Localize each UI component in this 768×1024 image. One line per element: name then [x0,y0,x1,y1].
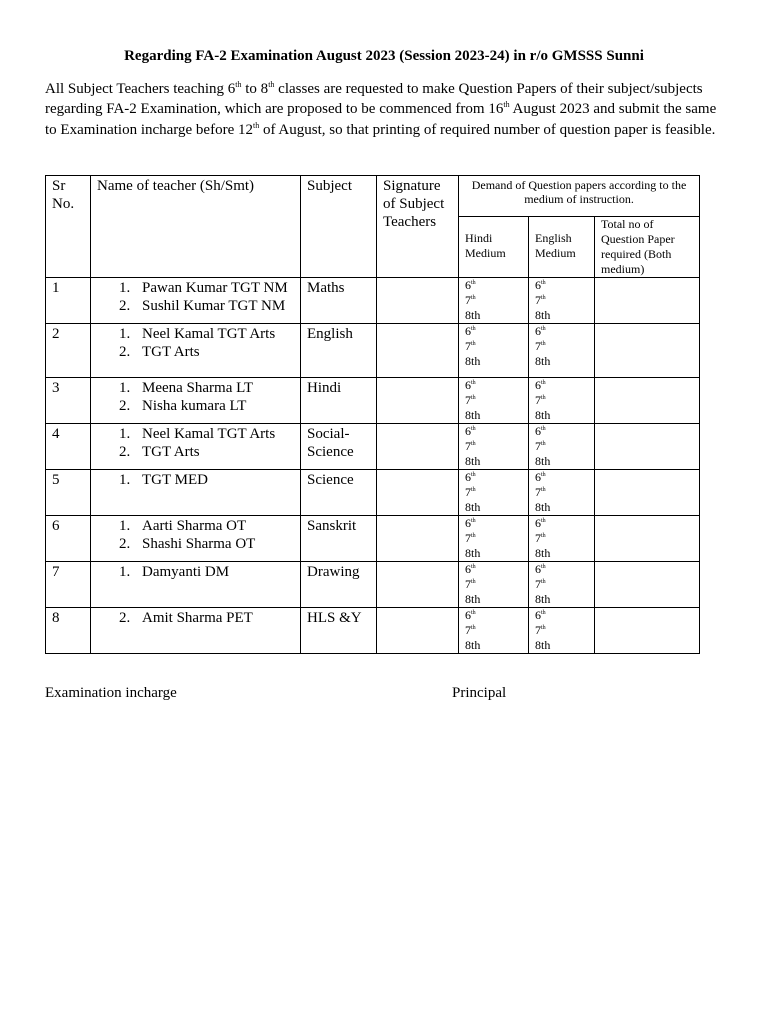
class-6-number: 6 [465,608,471,622]
class-7-label [465,531,522,546]
class-6-label [465,470,522,485]
class-8-label: 8th [535,638,551,652]
teacher-list-item [91,397,300,415]
subject-cell: Social-Science [301,424,377,470]
teacher-name: TGT Arts [142,344,200,360]
hindi-medium-cell [459,516,529,562]
table-row [46,516,700,562]
class-7-label [465,339,522,354]
class-6-suffix: th [471,426,476,432]
hindi-medium-cell [459,470,529,516]
class-8-label: 8th [465,546,481,560]
subject-cell: English [301,324,377,378]
class-7-label [535,339,588,354]
teacher-list-item [91,379,300,397]
class-6-suffix: th [471,472,476,478]
table-row [46,470,700,516]
class-7-label [465,393,522,408]
teacher-list-item [91,343,300,361]
para-sup-3: th [503,100,510,110]
teacher-list [91,279,300,315]
class-6-suffix: th [471,518,476,524]
class-6-number: 6 [535,516,541,530]
class-7-suffix: th [471,487,476,493]
class-7-number: 7 [535,531,541,545]
class-6-number: 6 [535,424,541,438]
table-row [46,608,700,654]
class-7-number: 7 [535,485,541,499]
class-6-suffix: th [541,326,546,332]
teacher-list-item [91,471,300,489]
class-7-label [535,577,588,592]
class-7-suffix: th [471,533,476,539]
class-6-number: 6 [465,470,471,484]
teacher-name: Nisha kumara LT [142,398,247,414]
teacher-list [91,471,300,489]
class-6-number: 6 [465,378,471,392]
signature-cell [377,470,459,516]
class-7-label [535,439,588,454]
class-7-label [465,577,522,592]
total-cell [595,562,700,608]
teacher-number: 2. [119,444,131,460]
subject-cell: Hindi [301,378,377,424]
teacher-names-cell [91,424,301,470]
sr-no-cell: 7 [46,562,91,608]
class-7-number: 7 [465,339,471,353]
signature-cell [377,516,459,562]
teacher-number: 1. [119,564,131,580]
header-hindi-medium: Hindi Medium [459,217,529,278]
class-6-suffix: th [541,426,546,432]
class-7-number: 7 [535,293,541,307]
class-6-label [465,378,522,393]
class-7-suffix: th [541,295,546,301]
teacher-list [91,609,300,627]
english-medium-cell [529,516,595,562]
class-6-number: 6 [465,424,471,438]
table-row [46,278,700,324]
para-text-2: to 8 [241,81,269,97]
total-cell [595,278,700,324]
teacher-name: Shashi Sharma OT [142,536,256,552]
class-7-number: 7 [535,393,541,407]
teacher-name: Neel Kamal TGT Arts [142,426,276,442]
class-7-label [535,485,588,500]
teacher-names-cell [91,278,301,324]
class-7-suffix: th [541,441,546,447]
class-7-suffix: th [471,295,476,301]
teacher-list [91,563,300,581]
document-title: Regarding FA-2 Examination August 2023 (Session 2023-24) in r/o GMSSS Sunni [124,48,644,64]
subject-cell: Drawing [301,562,377,608]
class-7-label [535,623,588,638]
class-6-label [465,324,522,339]
signature-cell [377,608,459,654]
para-sup-1: th [235,80,242,89]
class-8-label: 8th [465,592,481,606]
teacher-names-cell [91,324,301,378]
hindi-medium-cell [459,378,529,424]
teacher-number: 1. [119,280,131,296]
teacher-number: 2. [119,344,131,360]
examination-incharge-label: Examination incharge [45,685,177,701]
class-6-label [465,608,522,623]
subject-cell: Maths [301,278,377,324]
class-8-label: 8th [535,308,551,322]
class-7-suffix: th [541,395,546,401]
subject-cell: Science [301,470,377,516]
question-paper-table [45,175,700,654]
class-7-number: 7 [465,577,471,591]
teacher-number: 2. [119,298,131,314]
class-8-label: 8th [465,500,481,514]
class-8-label: 8th [535,408,551,422]
class-8-label: 8th [535,354,551,368]
para-text-5: of August, so that printing of required number of question paper is feasible. [259,121,716,138]
class-6-label [535,324,588,339]
teacher-names-cell [91,470,301,516]
class-6-number: 6 [535,562,541,576]
class-6-label [465,278,522,293]
class-8-label: 8th [535,592,551,606]
signature-cell [377,324,459,378]
class-6-label [535,424,588,439]
teacher-list-item [91,325,300,343]
total-cell [595,608,700,654]
hindi-medium-cell [459,562,529,608]
class-6-number: 6 [465,516,471,530]
class-6-suffix: th [541,472,546,478]
principal-label: Principal [452,685,507,701]
class-7-number: 7 [535,577,541,591]
teacher-number: 1. [119,472,131,488]
class-7-suffix: th [541,341,546,347]
signature-cell [377,562,459,608]
teacher-list [91,517,300,553]
total-cell [595,470,700,516]
para-text-4: August 2023 and submit the same to Examination incharge before 12 [45,101,717,138]
teacher-names-cell [91,378,301,424]
header-signature: Signature of Subject Teachers [377,176,459,278]
class-6-suffix: th [471,564,476,570]
table-body [46,278,700,654]
sr-no-cell: 6 [46,516,91,562]
class-6-label [535,378,588,393]
teacher-list-item [91,425,300,443]
teacher-number: 1. [119,380,131,396]
teacher-list [91,325,300,361]
teacher-name: Sushil Kumar TGT NM [142,298,286,314]
class-6-number: 6 [465,278,471,292]
english-medium-cell [529,324,595,378]
total-cell [595,424,700,470]
class-7-suffix: th [471,625,476,631]
para-text-3: classes are requested to make Question Papers of their subject/subjects regarding FA-2 Examination, which are proposed to be commenced from 16 [45,81,703,118]
class-8-label: 8th [465,308,481,322]
subject-cell: HLS &Y [301,608,377,654]
class-7-number: 7 [535,339,541,353]
teacher-list-item [91,609,300,627]
class-6-label [465,562,522,577]
teacher-list-item [91,563,300,581]
class-8-label: 8th [465,638,481,652]
class-7-suffix: th [541,625,546,631]
class-6-suffix: th [541,610,546,616]
teacher-list-item [91,517,300,535]
class-7-suffix: th [541,487,546,493]
table-row [46,562,700,608]
total-cell [595,324,700,378]
total-cell [595,378,700,424]
teacher-list [91,379,300,415]
sr-no-cell: 8 [46,608,91,654]
teacher-list [91,425,300,461]
class-7-number: 7 [465,623,471,637]
sr-no-cell: 3 [46,378,91,424]
class-6-suffix: th [471,380,476,386]
class-6-suffix: th [471,610,476,616]
header-demand: Demand of Question papers according to the medium of instruction. [459,176,700,217]
teacher-name: Damyanti DM [142,564,230,580]
class-8-label: 8th [465,454,481,468]
class-8-label: 8th [535,546,551,560]
class-6-suffix: th [541,518,546,524]
hindi-medium-cell [459,424,529,470]
total-cell [595,516,700,562]
class-6-number: 6 [535,324,541,338]
class-6-label [535,562,588,577]
intro-paragraph [45,79,730,140]
class-7-number: 7 [465,393,471,407]
teacher-list-item [91,297,300,315]
header-sr-no: Sr No. [46,176,91,278]
table-row [46,324,700,378]
class-6-number: 6 [535,278,541,292]
class-6-suffix: th [541,564,546,570]
teacher-name: Amit Sharma PET [142,610,253,626]
class-7-number: 7 [535,439,541,453]
class-6-label [535,516,588,531]
class-7-suffix: th [471,395,476,401]
hindi-medium-cell [459,608,529,654]
teacher-list-item [91,535,300,553]
hindi-medium-cell [459,278,529,324]
class-7-suffix: th [541,533,546,539]
teacher-list-item [91,443,300,461]
class-7-number: 7 [465,293,471,307]
class-6-label [535,470,588,485]
class-6-number: 6 [465,324,471,338]
teacher-number: 2. [119,398,131,414]
class-6-suffix: th [541,380,546,386]
class-7-label [465,623,522,638]
header-teacher-name: Name of teacher (Sh/Smt) [91,176,301,278]
class-8-label: 8th [535,500,551,514]
signature-cell [377,378,459,424]
teacher-number: 2. [119,610,131,626]
class-8-label: 8th [465,354,481,368]
teacher-names-cell [91,516,301,562]
class-6-label [465,424,522,439]
class-7-suffix: th [471,579,476,585]
teacher-number: 2. [119,536,131,552]
class-8-label: 8th [465,408,481,422]
signature-cell [377,278,459,324]
header-total: Total no of Question Paper required (Both medium) [595,217,700,278]
class-6-suffix: th [471,280,476,286]
class-6-suffix: th [541,280,546,286]
class-7-label [465,439,522,454]
class-7-suffix: th [471,441,476,447]
english-medium-cell [529,470,595,516]
class-7-label [535,531,588,546]
header-english-medium: English Medium [529,217,595,278]
class-7-number: 7 [465,439,471,453]
class-6-label [535,278,588,293]
teacher-name: TGT MED [142,472,208,488]
class-6-number: 6 [535,608,541,622]
teacher-names-cell [91,608,301,654]
hindi-medium-cell [459,324,529,378]
class-8-label: 8th [535,454,551,468]
class-6-number: 6 [535,378,541,392]
teacher-names-cell [91,562,301,608]
para-sup-2: th [268,80,275,89]
class-7-label [535,293,588,308]
class-7-number: 7 [465,485,471,499]
class-7-label [465,485,522,500]
para-sup-4: th [253,120,260,130]
table-row [46,424,700,470]
teacher-name: Meena Sharma LT [142,380,254,396]
teacher-list-item [91,279,300,297]
teacher-name: Aarti Sharma OT [142,518,247,534]
signature-cell [377,424,459,470]
teacher-number: 1. [119,426,131,442]
teacher-number: 1. [119,326,131,342]
class-6-label [465,516,522,531]
english-medium-cell [529,378,595,424]
sr-no-cell: 4 [46,424,91,470]
class-6-label [535,608,588,623]
english-medium-cell [529,608,595,654]
class-7-number: 7 [535,623,541,637]
class-7-suffix: th [471,341,476,347]
english-medium-cell [529,278,595,324]
class-7-label [535,393,588,408]
english-medium-cell [529,562,595,608]
subject-cell: Sanskrit [301,516,377,562]
teacher-name: Neel Kamal TGT Arts [142,326,276,342]
teacher-name: TGT Arts [142,444,200,460]
table-row [46,378,700,424]
teacher-name: Pawan Kumar TGT NM [142,280,288,296]
class-6-number: 6 [535,470,541,484]
sr-no-cell: 2 [46,324,91,378]
para-text-1: All Subject Teachers teaching 6 [45,81,236,97]
header-subject: Subject [301,176,377,278]
sr-no-cell: 1 [46,278,91,324]
class-7-suffix: th [541,579,546,585]
teacher-number: 1. [119,518,131,534]
class-6-number: 6 [465,562,471,576]
sr-no-cell: 5 [46,470,91,516]
english-medium-cell [529,424,595,470]
class-7-number: 7 [465,531,471,545]
class-7-label [465,293,522,308]
class-6-suffix: th [471,326,476,332]
